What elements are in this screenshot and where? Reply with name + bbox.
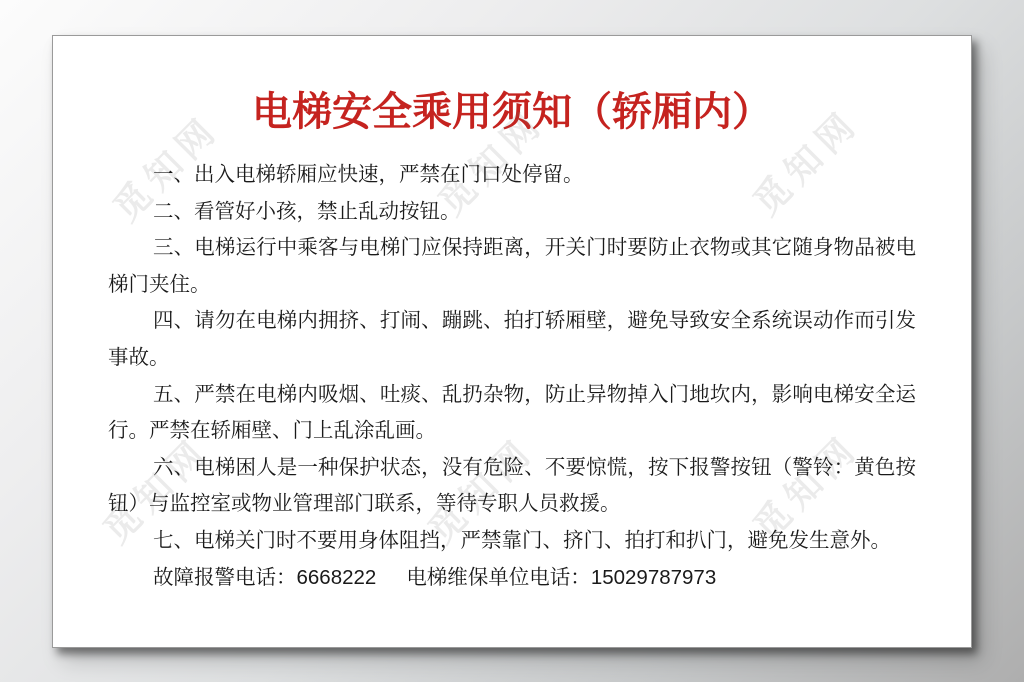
contact-line [108, 560, 916, 597]
watermark: 觅知网 [95, 428, 218, 552]
watermark: 觅知网 [105, 106, 228, 230]
watermark: 觅知网 [745, 425, 868, 549]
notice-item-3: 三、电梯运行中乘客与电梯门应保持距离，开关门时要防止衣物或其它随身物品被电梯门夹住。 [108, 236, 916, 296]
page-title: 电梯安全乘用须知（轿厢内） [252, 89, 772, 134]
notice-body [53, 157, 971, 596]
watermark: 觅知网 [420, 428, 543, 552]
maintenance-phone-number: 15029787973 [590, 565, 717, 589]
maintenance-phone-label: 电梯维保单位电话： [406, 565, 591, 589]
notice-item-1: 一、出入电梯轿厢应快速，严禁在门口处停留。 [153, 163, 584, 186]
notice-item-4: 四、请勿在电梯内拥挤、打闹、蹦跳、拍打轿厢壁，避免导致安全系统误动作而引发事故。 [108, 309, 916, 369]
fault-phone-label: 故障报警电话： [153, 565, 297, 589]
watermark: 觅知网 [430, 100, 553, 224]
notice-item-5: 五、严禁在电梯内吸烟、吐痰、乱扔杂物，防止异物掉入门地坎内，影响电梯安全运行。严禁在轿厢壁、门上乱涂乱画。 [108, 382, 916, 443]
notice-item-2: 二、看管好小孩，禁止乱动按钮。 [153, 199, 461, 223]
notice-card [52, 35, 972, 648]
fault-phone-number: 6668222 [296, 565, 377, 589]
notice-item-6: 六、电梯困人是一种保护状态，没有危险、不要惊慌，按下报警按钮（警铃：黄色按钮）与监控室或物业管理部门联系，等待专职人员救援。 [108, 455, 916, 516]
notice-item-7: 七、电梯关门时不要用身体阻挡，严禁靠门、挤门、拍打和扒门，避免发生意外。 [153, 528, 891, 552]
watermark: 觅知网 [745, 100, 868, 224]
